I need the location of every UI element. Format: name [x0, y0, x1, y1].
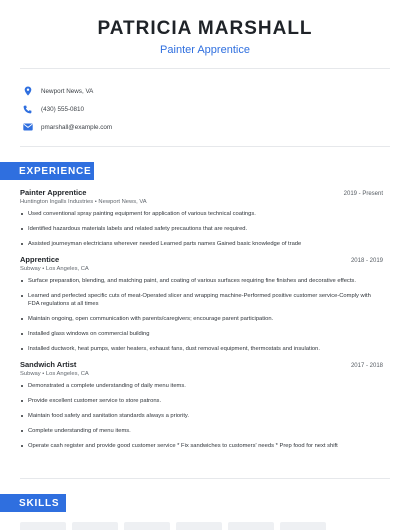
- separator-dot: •: [42, 371, 46, 377]
- bullet-item: Assisted journeyman electricians wherever needed Learned parts names Gained basic knowledge of trade: [20, 240, 383, 248]
- job-entry: [20, 255, 383, 353]
- job-location: Newport News, VA: [98, 199, 147, 205]
- contact-location-text: Newport News, VA: [41, 87, 94, 95]
- bullet-item: Maintain food safety and sanitation standards always a priority.: [20, 412, 383, 420]
- phone-icon: [22, 104, 33, 115]
- experience-divider: [20, 478, 390, 479]
- candidate-name: PATRICIA MARSHALL: [97, 18, 313, 39]
- contact-phone: [22, 100, 112, 118]
- location-pin-icon: [22, 86, 33, 97]
- contact-list: [22, 82, 112, 136]
- contact-email-text: pmarshall@example.com: [41, 123, 113, 131]
- job-title: Painter Apprentice: [20, 188, 87, 197]
- job-dates: 2019 - Present: [343, 191, 383, 197]
- candidate-role: Painter Apprentice: [160, 44, 250, 56]
- skill-chip: [228, 522, 274, 530]
- bullet-item: Provide excellent customer service to store patrons.: [20, 397, 383, 405]
- job-entry: [20, 188, 383, 248]
- contacts-divider: [20, 146, 390, 147]
- bullet-item: Surface preparation, blending, and matching paint, and coating of various surfaces requiring fine finishes and decorative effects.: [20, 277, 383, 285]
- bullet-item: Identified hazardous materials labels and related safety precautions that are required.: [20, 225, 383, 233]
- bullet-item: Installed glass windows on commercial building: [20, 330, 383, 338]
- separator-dot: •: [42, 266, 46, 272]
- skill-chip: [124, 522, 170, 530]
- job-company-line: [20, 266, 383, 272]
- job-bullets: [20, 277, 383, 353]
- job-title: Apprentice: [20, 255, 60, 264]
- email-icon: [22, 122, 33, 133]
- job-location: Los Angeles, CA: [45, 266, 89, 272]
- bullet-item: Demonstrated a complete understanding of daily menu items.: [20, 382, 383, 390]
- header-divider: [20, 68, 390, 69]
- separator-dot: •: [94, 199, 99, 205]
- job-company: Subway: [20, 371, 41, 377]
- resume-header: [0, 0, 410, 57]
- contact-location: [22, 82, 112, 100]
- job-entry: [20, 360, 383, 450]
- job-dates: 2018 - 2019: [350, 258, 383, 264]
- section-experience-heading: EXPERIENCE: [0, 162, 94, 180]
- skill-chip: [280, 522, 326, 530]
- bullet-item: Complete understanding of menu items.: [20, 427, 383, 435]
- job-company-line: [20, 199, 383, 205]
- job-company: Huntington Ingalls Industries: [20, 199, 94, 205]
- skill-chip: [20, 522, 66, 530]
- job-bullets: [20, 210, 383, 248]
- experience-list: [20, 188, 383, 457]
- bullet-item: Used conventional spray painting equipment for application of various technical coatings.: [20, 210, 383, 218]
- skill-chip: [176, 522, 222, 530]
- bullet-item: Learned and perfected specific cuts of meat-Operated slicer and wrapping machine-Performed positive customer service-Comply with FDA regulations at all times: [20, 292, 383, 308]
- skill-chip: [72, 522, 118, 530]
- bullet-item: Installed ductwork, heat pumps, water heaters, exhaust fans, dust removal equipment, thermostats and insulation.: [20, 345, 383, 353]
- section-skills-heading: SKILLS: [0, 494, 66, 512]
- bullet-item: Maintain ongoing, open communication with parents/caregivers; encourage parent participation.: [20, 315, 383, 323]
- job-company-line: [20, 371, 383, 377]
- job-location: Los Angeles, CA: [45, 371, 89, 377]
- job-bullets: [20, 382, 383, 450]
- skills-list: [20, 522, 326, 530]
- bullet-item: Operate cash register and provide good customer service * Fix sandwiches to customers' needs * Prep food for next shift: [20, 442, 383, 450]
- contact-email: [22, 118, 112, 136]
- job-company: Subway: [20, 266, 41, 272]
- job-dates: 2017 - 2018: [350, 363, 383, 369]
- contact-phone-text: (430) 555-0810: [41, 105, 85, 113]
- job-title: Sandwich Artist: [20, 360, 77, 369]
